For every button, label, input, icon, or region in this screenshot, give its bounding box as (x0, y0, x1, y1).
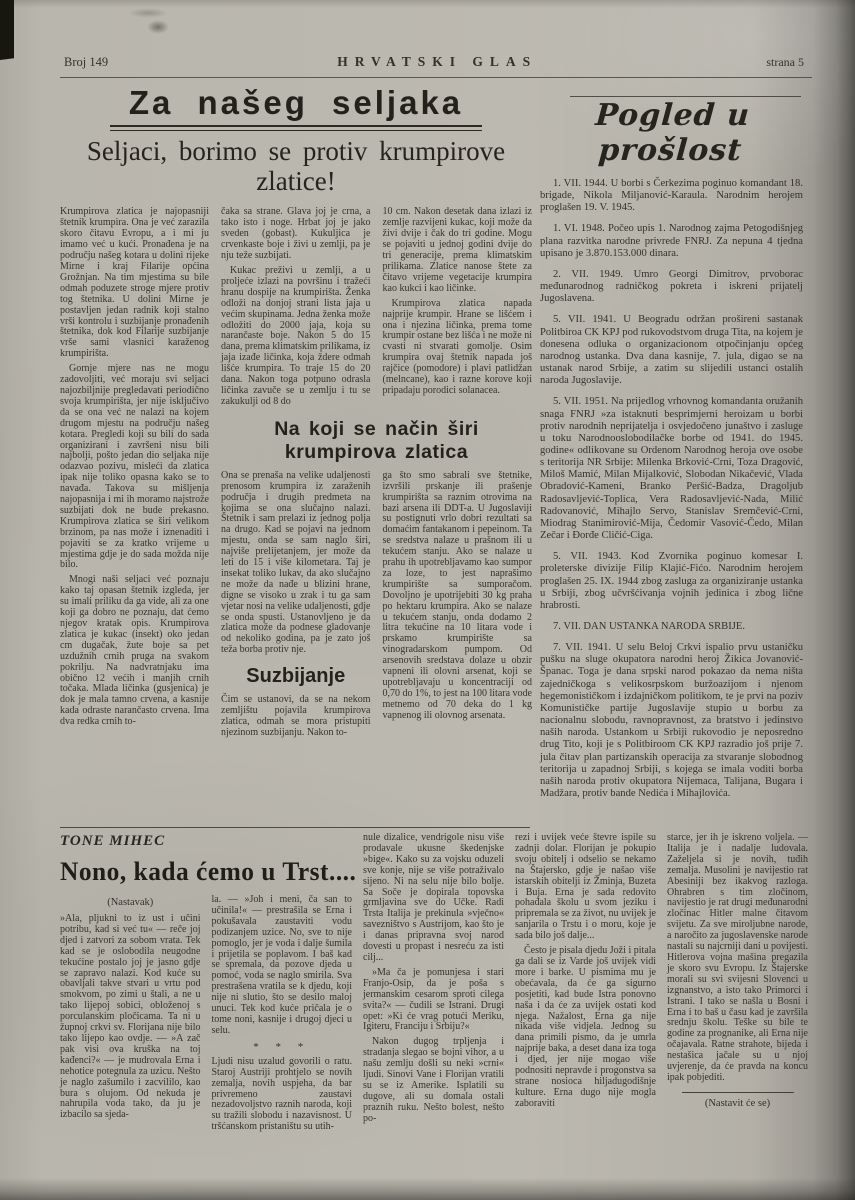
to-be-continued: (Nastavit će se) (704, 1097, 771, 1109)
paragraph: Nakon dugog trpljenja i stradanja slegao se bojni vihor, a u našu zemlju došli su neki »crni« ljudi. Sinovi Vane i Florijan vratili su se iz Amerike. Isplatili su dugove, ali su domala ostali praznih ruku. Nešto bolest, nešto po- (363, 1036, 504, 1124)
paragraph: ga što smo sabrali sve štetnike, izvršili prskanje ili prašenje krumpirišta sa raznim otrovima na bazi arsena ili DDT-a. U Jugoslaviji su postignuti vrlo dobri rezultati sa domaćim fantakanom i pepeinom. Ta se sredstva nalaze u prašnom ili u tekućem stanju. Ako se nalaze u prahu ih upotrebljavamo kao sumpor za loze, to jest naprašimo krumpirište sa sumporačom. Dovoljno je upotrijebiti 30 kg praha po hektaru krumpira. Ako se nalaze u tekućem stanju, onda dodamo 2 litra tekućine na 10 litara vode i prskamo krumpirište sa vinogradarskom pumpom. Od arsenovih sredstava dolaze u obzir vapneni ili olovni arsenat, koji se upotrebljavaju u koncentraciji od 0,70 do 1%, to jest na 100 litara vode metnemo od 70 deka do 1 kg vapnenog ili olovnog arsenata. (382, 469, 532, 721)
section-divider (60, 827, 530, 828)
paragraph: nule dizalice, vendrigole nisu više prodavale ukusne škedenjske »bige«. Kako su za vojsku oduzeli sve konje, nije se više potraživalo sijeno. Ni na selu nije bilo bolje. Sa Soče je dopirala topovska grmljavina sve do Učke. Radi Trsta Italija je prekinula »vječno« savezništvo s Austrijom, kao što je i danas pripravna svoj narod dovesti u propast i nesreću za isti cilj... (363, 832, 504, 963)
scan-edge-bottom (0, 1178, 855, 1200)
history-title: Pogled u prošlost (594, 98, 752, 168)
article-headline: Seljaci, borimo se protiv krumpirove zlatice! (86, 136, 506, 197)
paragraph: Kukac preživi u zemlji, a u proljeće izlazi na površinu i tražeći hranu dospije na krumpirišta. Ženka odloži na donjoj strani lista jaja u većim skupinama. Jedna ženka može odložiti do 2000 jaja, koja su narančaste boje. Nakon 5 do 15 dana, prema klimatskim prilikama, iz jaja izađe ličinka, koja ždere odmah lišće krumpira. To traje 15 do 20 dana. Nakon toga potpuno odrasla ličinka zavuče se u zemlju i tu se zakukulji od 8 do (221, 265, 371, 407)
serial-column-1 (60, 895, 201, 1137)
serial-column-5-text (667, 833, 808, 1084)
paragraph: starce, jer ih je iskreno voljela. — Italija je i nadalje ludovala. Zaželjela si je novih, tuđih zemalja. Musolini je navijestio rat Abesiniji bez ikakvog razloga. Ohrabren s tim zločinom, navijestio je rat drugi međunarodni zločinac Hitler malne čitavom svijetu. Za sve miroljubne narode, a naročito za jugoslavenske narode nastali su najcrniji dani u povijesti. Hitlerova vojna mašina pregazila je skoro svu Evropu. Iz Štajerske morali su svi svijesni Slovenci u izgnanstvo, a isto tako Primorci i Istrani. I tako se našla u Bosni i Erna i to baš u času kad je završila srednju školu. Teške su bile te godine za prognanike, ali Erna nije očajavala. Ratne strahote, bijeda i nestašica jačale su u njoj uvjerenje, da će pravda na koncu ipak pobjediti. (667, 832, 808, 1083)
article-subhead-control: Suzbijanje (246, 665, 346, 688)
article-row-top (221, 207, 532, 411)
masthead (64, 54, 804, 70)
article-column-3-top (383, 207, 533, 411)
scan-smudge (147, 20, 169, 34)
main-article (60, 84, 532, 843)
article-row-bottom (221, 471, 532, 743)
paragraph: rezi i uvijek veće števre ispile su zadnji dolar. Florijan je pokupio svoju obitelj i odselio se nekamo na Štajersko, gdje je našao više istarskih obitelji iz Žminja, Buzeta i Buja. Erna je sada redovito pohađala školu u svom jeziku i pripremala se za život, nu uvijek je sanjarila o Trstu i o moru, koje je sada bilo još dalje... (515, 832, 656, 942)
article-columns (60, 207, 532, 843)
continuation-note: (Nastavak) (107, 897, 154, 908)
kicker-underline (110, 125, 482, 131)
newspaper-title: HRVATSKI GLAS (337, 54, 538, 69)
paragraph: 1. VI. 1948. Počeo upis 1. Narodnog zajma Petogodišnjeg plana razvitka narodne privrede FNRJ. Za nepuna 4 tjedna upisano je 3.870.153.000 dinara. (540, 223, 803, 259)
serial-byline: TONE MIHEC (60, 833, 166, 849)
serial-headline: Nono, kada ćemo u Trst.... (60, 856, 357, 886)
paragraph: čaka sa strane. Glava joj je crna, a tako isto i noge. Hrbat joj je jako sveden (gobast). Kukuljica je crvenkaste boje i živi u zemlji, pa je nju teže suzbijati. (221, 207, 371, 262)
issue-number: Broj 149 (64, 55, 109, 69)
scan-edge-right (813, 0, 855, 1200)
serial-column-3 (363, 833, 504, 1137)
serial-column-5 (667, 833, 808, 1137)
paragraph: 5. VII. 1943. Kod Zvornika poginuo komesar I. proleterske divizije Filip Klajić-Fićo. Narodnim herojem proglašen 25. IX. 1944 zbog zasluga za organiziranje ustanka u Srbiji, zbog učvršćivanja vojnih jedinica i zbog lične hrabrosti. (540, 551, 803, 611)
paragraph: 5. VII. 1951. Na prijedlog vrhovnog komandanta oružanih snaga FNRJ »za istaknuti besprimjerni heroizam u borbi protiv narodnih neprijatelja i osvjedočeno junaštvo i zasluge u toku Narodnooslobodilačke borbe od 1941. do 1945. godine« odlikovane su Ordenom Narodnog heroja ove osobe s teritorija NR Srbije: Milenka Brković-Crni, Toza Dragović, Miloš Mamić, Milan Mijalković, Slobodan Nikačević, Vlada Obradović-Kameni, Branko Peršić-Badza, Dragoljub Radosavljević-Toplica, Vera Radosavljević-Nada, Milić Radovanović, Mihajlo Servo, Stanislav Sremčević-Crni, Miodrag Stanimirović-Mija, Čedomir Vasović-Čedo, Milan Zečar i Đorđe Cličić-Ciga. (540, 396, 803, 542)
article-kicker: Za našeg seljaka (128, 84, 464, 121)
paragraph: Gornje mjere nas ne mogu zadovoljiti, već moraju svi seljaci najozbiljnije pregledavati periodično svoja krumpirišta, jer nije isključivo da se ona već ne nalazi na kojem drugom mjestu na području našeg kotara. Pregledi koji su bili do sada organizirani i završeni nisu bili najbolji, pošto jedan dio seljaka nije odazvao pozivu, misleći da zlatica ipak nije toliko opasna kako se to navađa. Takova su mišljenja najopasnija i mi ih moramo najstrože suzbijati dok ne bude prekasno. Krumpirova zlatica se širi velikom brzinom, pa nas može i iznenaditi i pojaviti se za kratko vrijeme u mjestima gdje je do sada možda nije bilo. (60, 363, 209, 571)
scan-edge-top (0, 0, 855, 8)
paragraph: Krumpirova zlatica je najopasniji štetnik krumpira. Ona je već zarazila skoro čitavu Evropu, a i mi ju imamo već u kući. Pronađena je na području našeg kotara u dolini rijeke Mirne i kraj Filarije općina Grožnjan. Na tim mjestima su bile odmah poduzete stroge mjere protiv tog štetnika. U dolini Mirne je postavljen jedan radnik koji stalno vrši kontrolu i suzbijanje pronađenih štetnika, dok kod Filarije suzbijanje vrše sami vlasnici karaženog krumpirišta. (60, 207, 209, 360)
serial-left-block (60, 833, 357, 1137)
paragraph: 10 cm. Nakon desetak dana izlazi iz zemlje razvijeni kukac, koji može da živi dvije i čak do tri godine. Mogu se pojaviti u jednoj godini dvije do tri generacije, prema klimatskim prilikama. Zlatice nanose štete za čitavo vrijeme vegetacije krumpira kao kukci i kao ličinke. (382, 207, 532, 294)
paragraph: 7. VII. DAN USTANKA NARODA SRBIJE. (553, 621, 746, 632)
history-column (540, 96, 803, 809)
paragraph: Često je pisala djedu Joži i pitala ga dali se iz Varde još uvijek vidi more i barke. U pismima mu je obećavala, da će ga sigurno posjetiti, kad bude Istra ponovno naša i da će za uvijek ostati kod njega. Nažalost, Erna ga nije nikada više vidjela. Jednog su dana primili pismo, da je umrla najprije baka, a deset dana iza toga i djed, jer nije mogao više podnositi nepravde i progonstva sa strane nosioca hiljadugodišnje kulture. Erna dugo nije mogla zaboraviti (515, 945, 656, 1109)
paragraph: Mnogi naši seljaci već poznaju kako taj opasan štetnik izgleda, jer su imali priliku da ga vide, ali za one koji ga dobro ne poznaju, dat ćemo njegov kratak opis. Krumpirova zlatica je kukac (insekt) oko jedan cm dugačak, žute boje sa pet uzdužnih crnih pruga na svakom pokrilju. Na nadvratnjaku ima obično 12 većih i manjih crnih točaka. Mlada ličinka (gusjenica) je dok je mala tamno crvena, a kasnije kada odraste narančasto crvena. Ima dva redka crnih to- (60, 574, 209, 728)
paragraph: 1. VII. 1944. U borbi s Čerkezima poginuo komandant 18. brigade, Nikola Miljanović-Karaula. Narodnim herojem proglašen 19. V. 1945. (540, 178, 803, 214)
paragraph: Čim se ustanovi, da se na nekom zemljištu pojavila krumpirova zlatica, odmah se mora pristupiti njezinom suzbijanju. Nakon to- (221, 694, 371, 738)
page-number: strana 5 (766, 55, 804, 69)
serial-column-4 (515, 833, 656, 1137)
paragraph: »Ma ča je pomunjesa i stari Franjo-Osip, da je poša s jermanskim cesarom sproti cilega svita?« — čudili se Istrani. Drugi opet: »Ki će vrag potući Meriku, Igiteru, Franciju i Srbiju?« (363, 966, 504, 1033)
paragraph: la. — »Joh i meni, ča san to učinila!« — prestrašila se Erna i pokušavala zaustaviti vodu podizanjem uzice. No, sve to nije pomoglo, jer je voda i dalje šumila i prijetila se poplavom. I baš kad se spremala, da pozove djeda u pomoć, voda se naglo smirila. Sva prestrašena vratila se k djedu, koji nije ni slutio, što se desilo maloj unuci. Tek kod kuće pričala je o tome noni, kasnije i drugoj djeci u selu. (211, 894, 352, 1036)
paragraph: 2. VII. 1949. Umro Georgi Dimitrov, prvoborac međunarodnog radničkog pokreta i iskreni prijatelj Jugoslavena. (540, 268, 803, 305)
serial-column-2-part2 (212, 1057, 353, 1133)
history-top-rule (570, 96, 801, 97)
article-columns-2-3 (221, 207, 532, 843)
article-column-3-bottom (383, 471, 533, 743)
serial-column-2 (212, 895, 353, 1137)
paragraph: 5. VII. 1941. U Beogradu održan prošireni sastanak Politbiroa CK KPJ pod rukovodstvom druga Tita, na kojem je donesena odluka o organizacionom otpočinjanju općeg narodnog ustanka. Dva dana kasnije, 7. jula, digao se na ustanak narod Srbije, a zatim su slijedili ustanci ostalih naroda Jugoslavije. (540, 314, 803, 387)
masthead-rule (60, 77, 812, 78)
paragraph: Krumpirova zlatica napada najprije krumpir. Hrane se lišćem i ona i njezina ličinka, prema tome krumpir ostane bez lišća i ne može ni cvasti ni stvarati gomolje. Osim krumpira ovaj štetnik napada još rajčice (pomodore) i plavi patlidžan (melncane), kao i razne korove koji pripadaju porodici solanacea. (382, 297, 532, 396)
serial-column-2-part1 (212, 895, 353, 1037)
history-entries (540, 178, 803, 800)
asterisk-separator: * * * (253, 1040, 311, 1053)
article-column-2-lower (221, 471, 371, 743)
article-column-2-top (221, 207, 371, 411)
serial-columns-1-2 (60, 895, 352, 1137)
serial-story (60, 833, 808, 1137)
serial-column-1-text (60, 914, 201, 1121)
article-column-2-mid (221, 471, 371, 656)
scan-corner-mark (0, 0, 14, 60)
paragraph: »Ala, pljukni to iz ust i učini potribu, kad si već tu« — reče joj djed i zatvori za sobom vrata. Tek kad se je oslobodila neugodne tekućine postalo joj je jasno gdje se zapravo nalazi. Kod kuće su obavljali takve stvari u vrtu pod smokvom, po zimi u štali, a ne u tako lijepoj sobici, obloženoj s porculanskim pločicama. Ta ni u župnoj crkvi sv. Florijana nije bilo tako lijepo kao ovdje. — »A zač pak visi ova kruška na toj kađenci?« — je mudrovala Erna i nehotice potegnula za uzicu. Nešto je naglo zašumilo i zacvililo, kao bura s olujom. Od nekuda je nahrupila voda tako, da ju je izbacilo sa sjeda- (60, 913, 201, 1121)
paragraph: Ljudi nisu uzalud govorili o ratu. Staroj Austriji prohtjelo se novih zemalja, novih uspjeha, da bar privremeno zaustavi nezadovoljstvo raznih naroda, koji su tražili slobodu i nazavisnost. U tršćanskom pristaništu su utih- (211, 1055, 352, 1133)
paragraph: Ona se prenaša na velike udaljenosti prenosom krumpira iz zaraženih područja i drugih predmeta na kojima se ona slučajno nalazi. Štetnik i sam prelazi iz jednog polja na drugo. Kad se pojavi na jednom mjestu, onda se sam naglo širi, najviše prelijetanjem, jer može da leti do 15 i više kilometara. Taj je insekat toliko lukav, da ako slučajno ne može da nađe u blizini hrane, digne se visoko u zrak i tu ga sam vjetar nosi na velike udaljenosti, gdje se onda spusti. Ustanovljeno je da zlatica može da podnese gladovanje od nekoliko godina, pa je zato još teža borba protiv nje. (221, 469, 371, 656)
article-column-2-bottom (221, 695, 371, 739)
article-column-1 (60, 207, 209, 843)
end-rule (682, 1092, 794, 1093)
scan-smudge (128, 8, 168, 18)
article-subhead-spread: Na koji se način širi krumpirova zlatica (274, 417, 479, 463)
paragraph: 7. VII. 1941. U selu Beloj Crkvi ispalio prvu ustaničku pušku na sluge okupatora narodni heroj Žikica Jovanović-Španac. Toga je dana srpski narod pokazao da nema ništa zajedničkoga s velikosrpskom buržoazijom i njenom hegemonističkom i izdajničkom politikom, te je prvi na poziv Komunističke partije Jugoslavije stupio u borbu za nacionalnu slobodu, ravnopravnost, za bratstvo i jedinstvo naših naroda. Ustankom u Srbiji rukovodio je neposredno drug Tito, koji je s Politbiroom CK KPJ razradio još prije 7. jula čitav plan partizanskih operacija za stvaranje slobodnog teritorija u zapadnoj Srbiji, s kojega se imala voditi borba naših naroda protiv okupatora Nijemaca, Talijana, Bugara i Madžara, protiv bande Nedića i Mihajlovića. (540, 642, 803, 800)
